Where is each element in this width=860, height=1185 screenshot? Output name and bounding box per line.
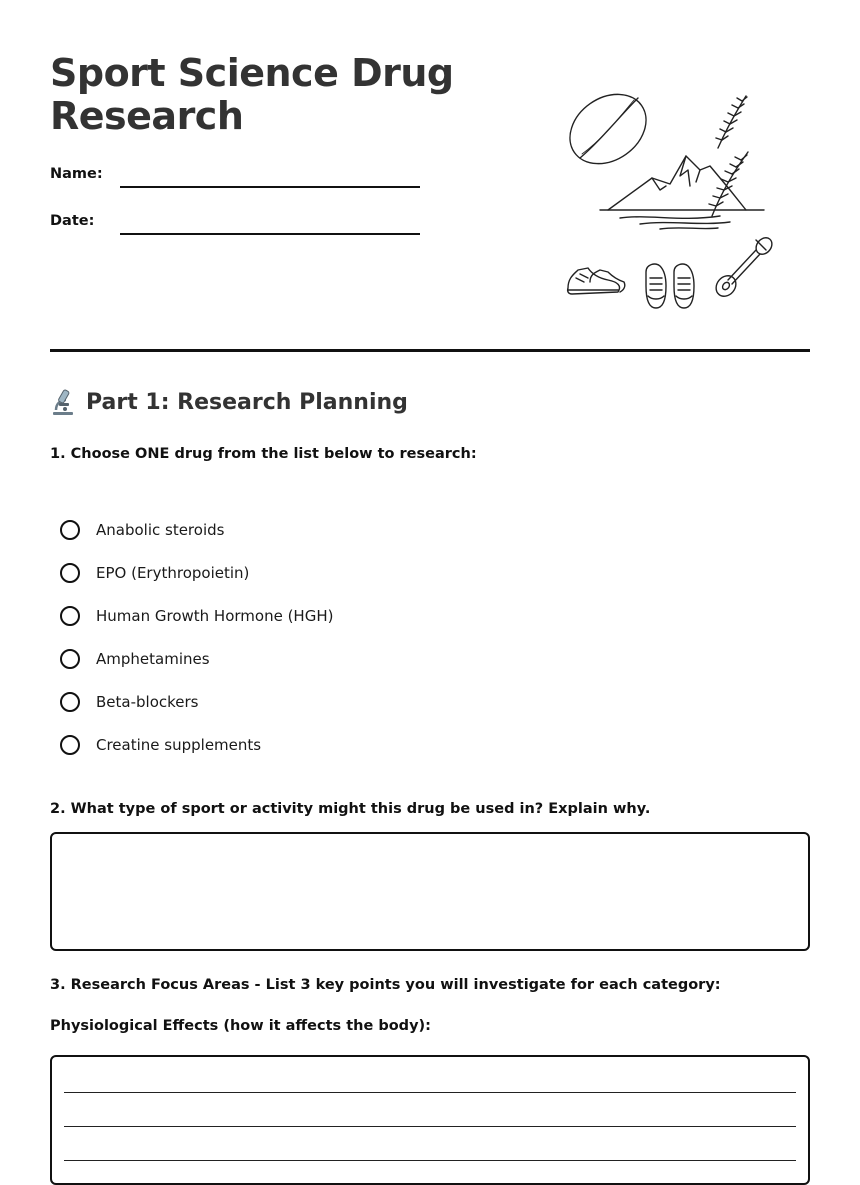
part1-heading [50, 388, 408, 416]
name-field[interactable] [120, 186, 420, 188]
option-label: Amphetamines [96, 649, 210, 668]
q3-prompt: 3. Research Focus Areas - List 3 key points you will investigate for each category: [50, 977, 721, 993]
dumbbell-icon [712, 235, 775, 301]
option-label: Human Growth Hormone (HGH) [96, 606, 334, 625]
sneakers-icon [568, 268, 625, 294]
running-shoes-icon [646, 264, 694, 308]
sports-illustration [560, 86, 780, 316]
option-anabolic-steroids[interactable] [60, 508, 333, 551]
option-hgh[interactable] [60, 594, 333, 637]
mountain-icon [600, 156, 764, 229]
name-label: Name: [50, 166, 103, 182]
option-amphetamines[interactable] [60, 637, 333, 680]
radio-button[interactable] [60, 520, 80, 540]
date-field[interactable] [120, 233, 420, 235]
answer-line [64, 1092, 796, 1093]
football-icon [560, 86, 659, 178]
option-beta-blockers[interactable] [60, 680, 333, 723]
option-label: EPO (Erythropoietin) [96, 563, 250, 582]
q2-answer-box[interactable] [50, 832, 810, 951]
q2-prompt: 2. What type of sport or activity might this drug be used in? Explain why. [50, 801, 651, 817]
option-epo[interactable] [60, 551, 333, 594]
option-label: Beta-blockers [96, 692, 199, 711]
part1-heading-text: Part 1: Research Planning [86, 389, 408, 415]
worksheet-title: Sport Science Drug Research [50, 51, 454, 138]
q1-prompt: 1. Choose ONE drug from the list below to research: [50, 446, 477, 462]
radio-button[interactable] [60, 735, 80, 755]
option-label: Anabolic steroids [96, 520, 225, 539]
radio-button[interactable] [60, 606, 80, 626]
option-creatine[interactable] [60, 723, 333, 766]
option-label: Creatine supplements [96, 735, 262, 754]
answer-line [64, 1126, 796, 1127]
header-divider [50, 349, 810, 352]
radio-button[interactable] [60, 649, 80, 669]
physiological-effects-label: Physiological Effects (how it affects the body): [50, 1018, 431, 1034]
physiological-answer-box[interactable] [50, 1055, 810, 1185]
radio-button[interactable] [60, 563, 80, 583]
drug-options [60, 508, 333, 766]
radio-button[interactable] [60, 692, 80, 712]
fern-icon [709, 96, 748, 216]
date-label: Date: [50, 213, 95, 229]
microscope-icon [50, 388, 76, 416]
